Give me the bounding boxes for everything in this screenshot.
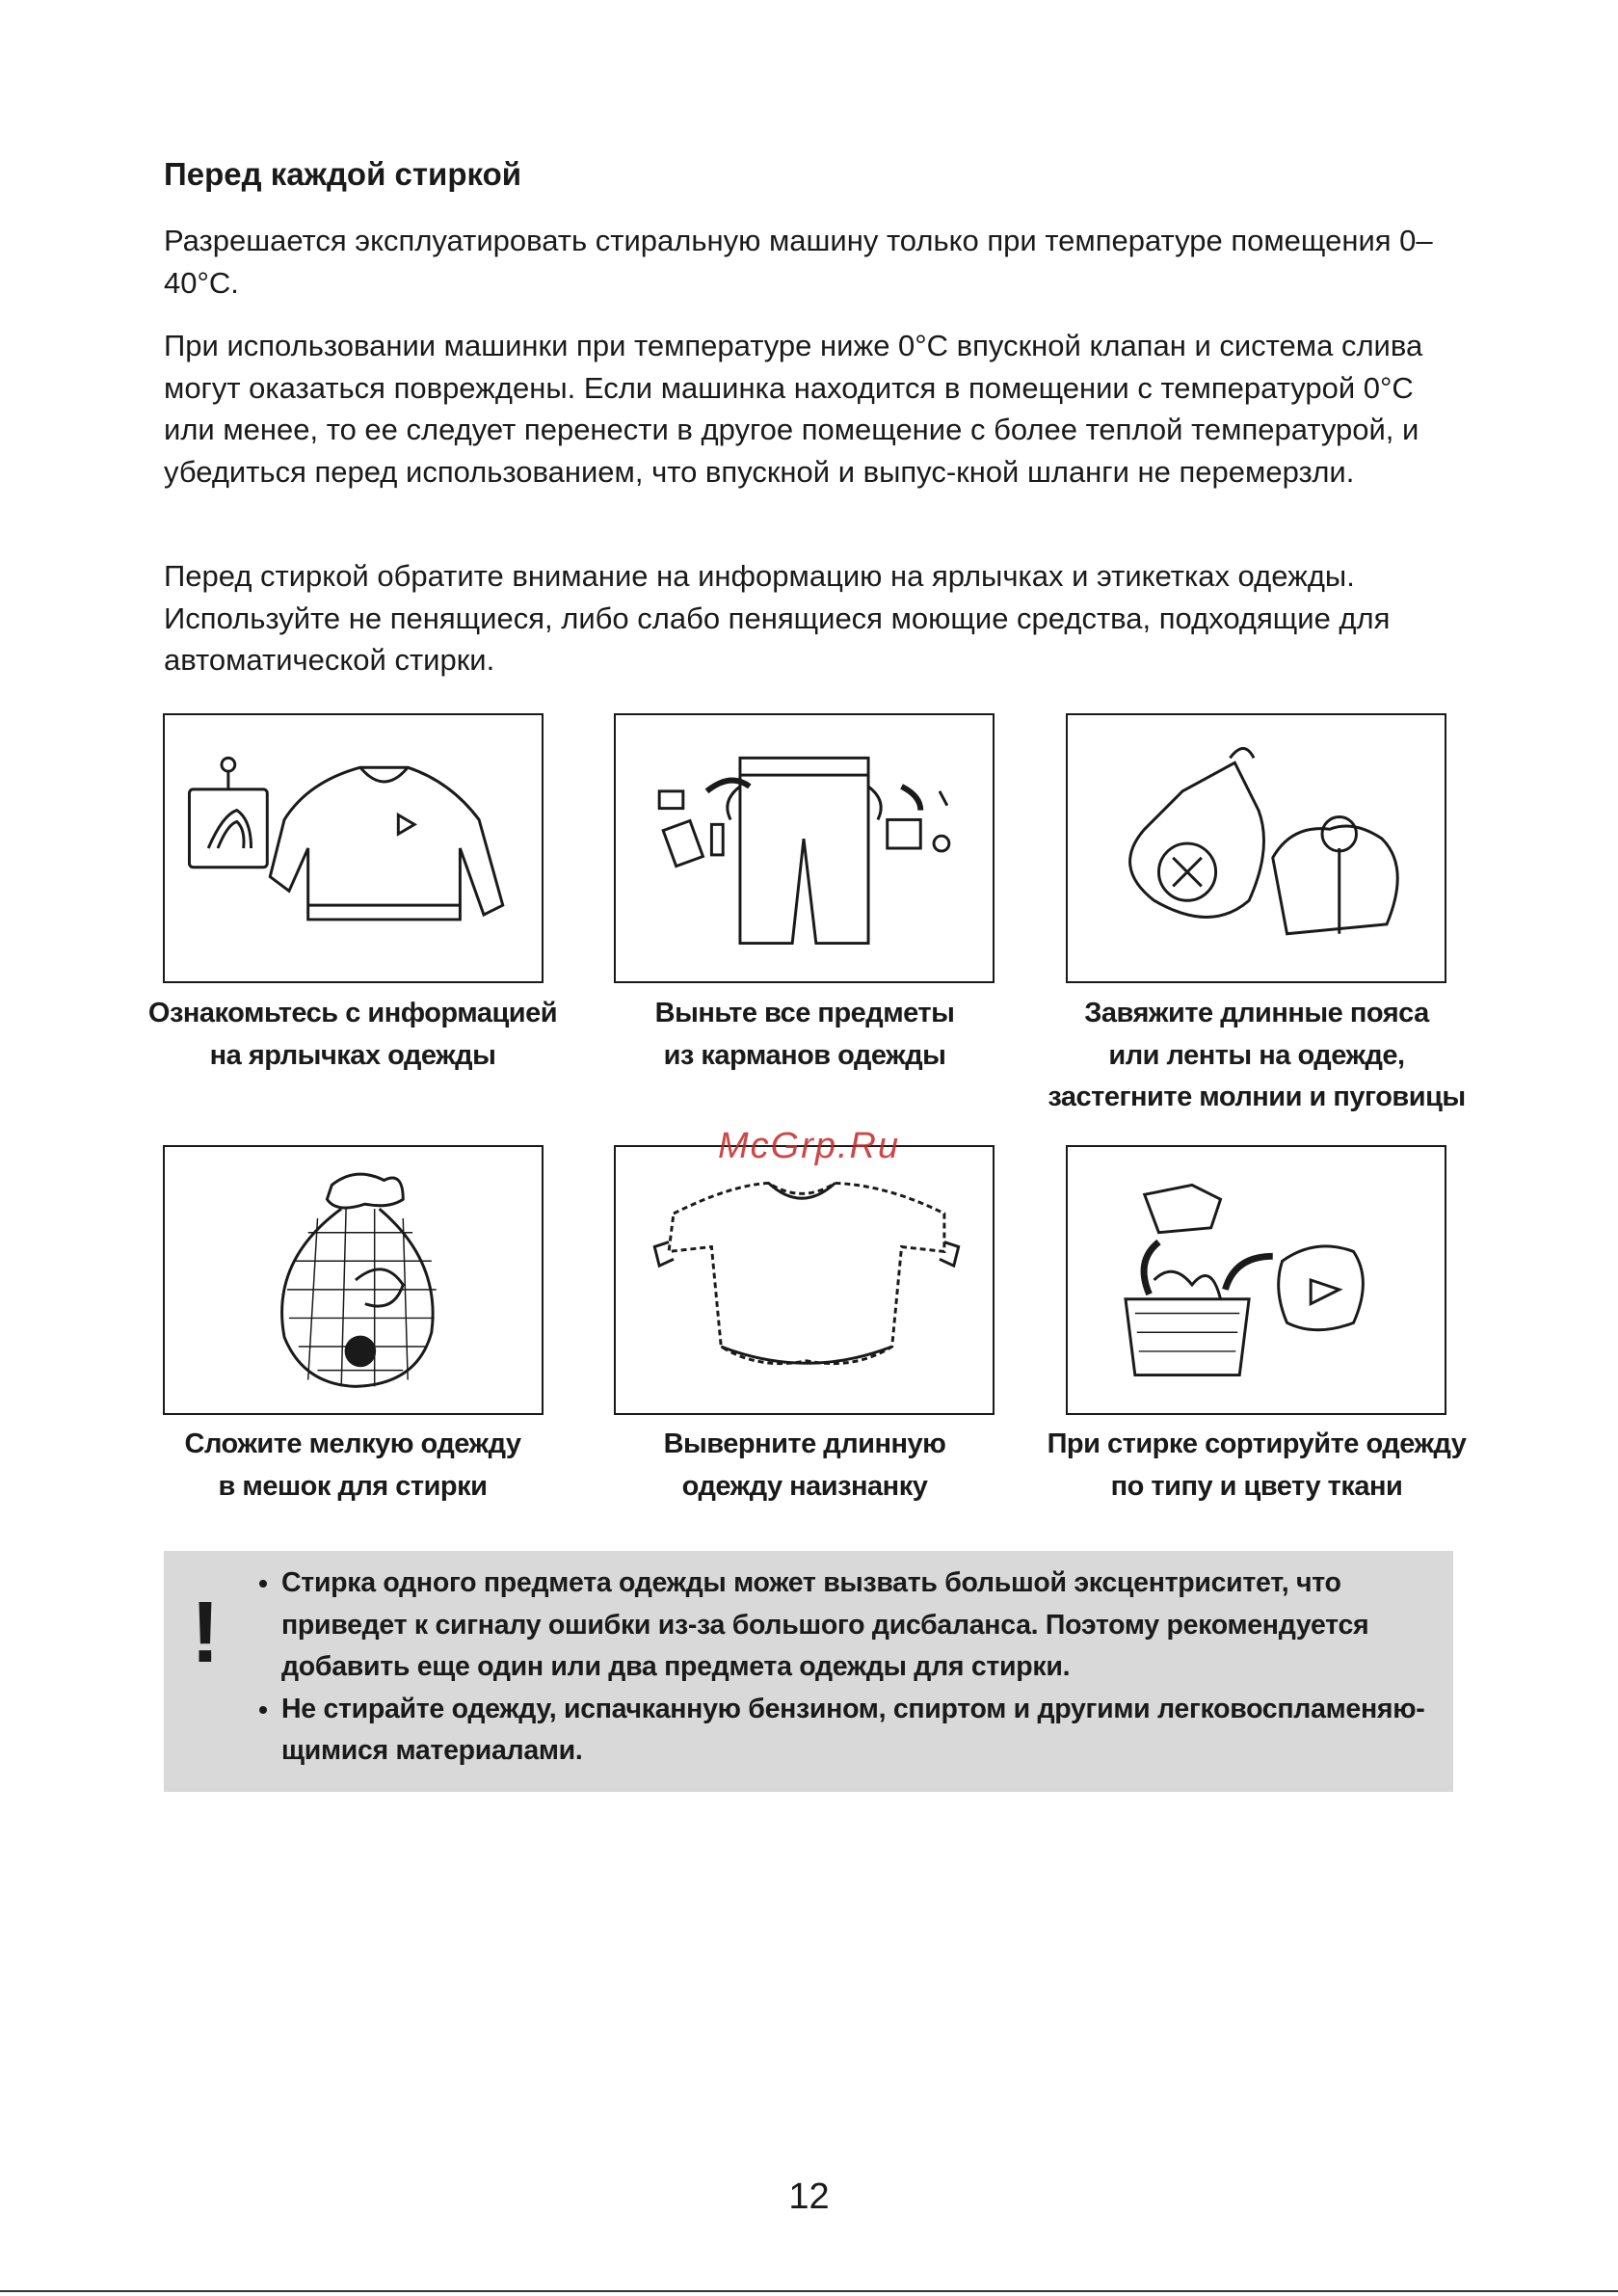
illustration-card [614,713,995,983]
illustration-card [1066,1145,1446,1415]
illustration-card [1066,713,1446,983]
illustration-card [163,713,544,983]
trousers-pockets-icon [616,715,993,981]
caption-line: Ознакомьтесь с информацией [147,998,558,1028]
caption-line: одежду наизнанку [681,1470,928,1502]
caption-line: Выньте все предметы [654,998,955,1028]
warning-list [252,1562,1457,1773]
caption-line: или ленты на одежде, [1108,1039,1405,1071]
caption-line: При стирке сортируйте одежду [1047,1428,1467,1459]
warning-item: • Стирка одного предмета одежды может вызвать большой эксцентриситет, что приведет к сигналу ошибки из-за большого дисбаланса. Поэтому рекомендуется добавить еще один или два предмета одежды для стирки. [281,1562,1457,1689]
warning-item: • Не стирайте одежду, испачканную бензином, спиртом и другими легковоспламеняю-щимися материалами. [281,1689,1457,1773]
caption-tie-belts [1030,993,1483,1119]
caption-line: застегните молнии и пуговицы [1048,1081,1466,1112]
exclamation-icon: ! [191,1585,220,1681]
caption-line: по типу и цвету ткани [1110,1470,1403,1502]
sweater-label-icon [165,715,542,981]
caption-check-labels [126,993,579,1077]
tie-belts-zip-icon [1068,715,1445,981]
watermark: McGrp.Ru [718,1126,901,1166]
caption-sort-laundry [1030,1424,1483,1508]
inside-out-sweater-icon [616,1147,993,1413]
sort-laundry-basket-icon [1068,1147,1445,1413]
paragraph-labels: Перед стиркой обратите внимание на информацию на ярлычках и этикетках одежды. Используйте не пенящиеся, либо слабо пенящиеся моющие средства, подходящие для автоматической стирки. [164,559,1391,677]
bottom-rule [0,2290,1618,2292]
caption-line: Сложите мелкую одежду [184,1428,521,1459]
caption-line: Выверните длинную [663,1428,946,1459]
illustration-card [163,1145,544,1415]
caption-line: в мешок для стирки [218,1470,488,1502]
warning-box [164,1551,1453,1792]
paragraph-temperature: Разрешается эксплуатировать стиральную машину только при температуре помещения 0–40°С. [164,224,1433,300]
caption-line: на ярлычках одежды [209,1039,496,1071]
caption-line: из карманов одежды [663,1039,946,1071]
page-number: 12 [788,2176,830,2217]
paragraph-freezing: При использовании машинки при температуре ниже 0°С впускной клапан и система слива могут оказаться повреждены. Если машинка находится в помещении с температурой 0°С или менее, то ее следует перенести в другое помещение с более теплой температурой, и убедиться перед использованием, что впускной и выпус-кной шланги не перемерзли. [164,329,1423,489]
caption-line: Завяжите длинные пояса [1084,998,1429,1028]
caption-empty-pockets [578,993,1031,1077]
laundry-bag-icon [165,1147,542,1413]
caption-inside-out [578,1424,1031,1508]
illustration-card [614,1145,995,1415]
section-heading: Перед каждой стиркой [164,156,522,192]
caption-laundry-bag [126,1424,579,1508]
